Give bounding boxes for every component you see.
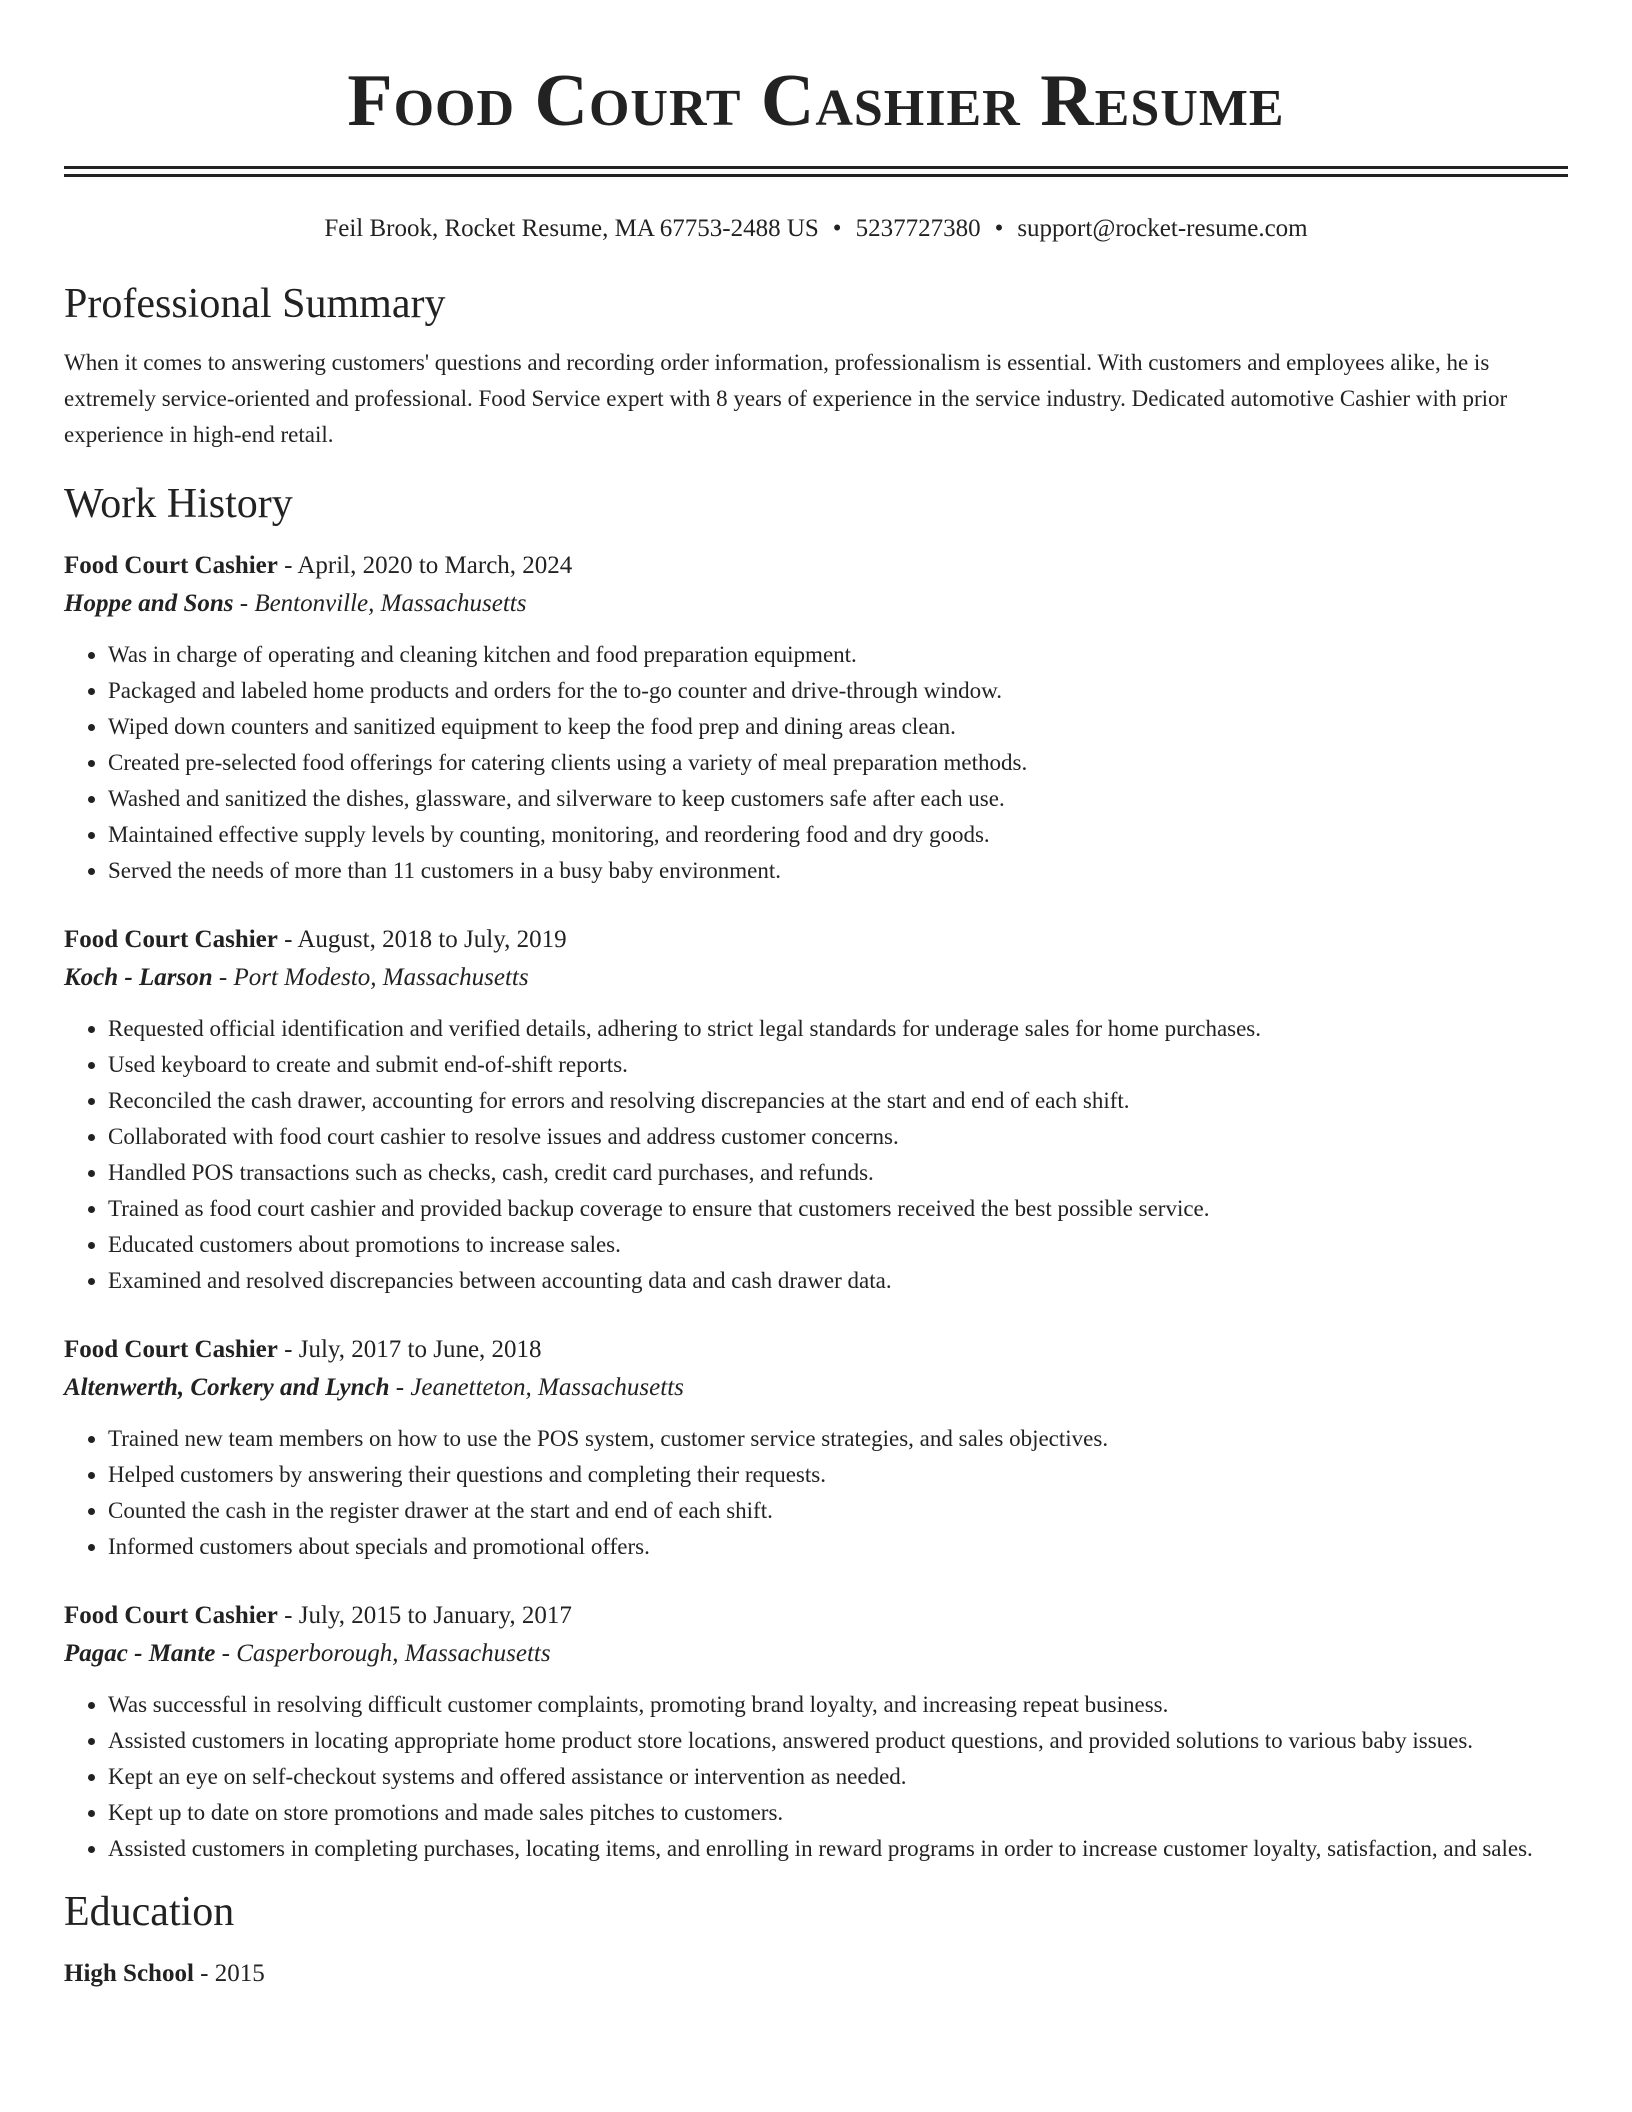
job-dash: - <box>277 1336 299 1363</box>
job-bullet: • Packaged and labeled home products and orders for the to-go counter and drive-through window. <box>108 673 1568 709</box>
work-history-heading: Work History <box>64 481 293 527</box>
job-dates: August, 2018 to July, 2019 <box>297 926 567 953</box>
job-bullet: • Wiped down counters and sanitized equipment to keep the food prep and dining areas clean. <box>108 709 1568 745</box>
job-location: Port Modesto, Massachusetts <box>233 964 529 991</box>
work-history-list <box>64 547 1568 1867</box>
contact-separator: • <box>832 215 842 242</box>
job-company-line <box>64 959 1568 997</box>
title-double-rule <box>64 166 1568 177</box>
job-company: Koch - Larson <box>64 964 213 991</box>
job-bullet: • Reconciled the cash drawer, accounting for errors and resolving discrepancies at the start and end of each shift. <box>108 1083 1568 1119</box>
job-bullet: • Informed customers about specials and promotional offers. <box>108 1529 1568 1565</box>
job-title: Food Court Cashier <box>64 926 278 953</box>
job-bullet: • Was in charge of operating and cleaning kitchen and food preparation equipment. <box>108 637 1568 673</box>
job-bullets <box>64 1011 1568 1299</box>
job-title-line <box>64 1331 1568 1369</box>
education-line <box>64 1955 1568 1993</box>
resume-title: Food Court Cashier Resume <box>347 60 1285 142</box>
job-dash: - <box>215 1640 237 1667</box>
job-company-line <box>64 1369 1568 1407</box>
job-bullet: • Trained as food court cashier and provided backup coverage to ensure that customers received the best possible service. <box>108 1191 1568 1227</box>
job-dash: - <box>277 926 298 953</box>
summary-text: When it comes to answering customers' questions and recording order information, professionalism is essential. With customers and employees alike, he is extremely service-oriented and professional. Food Service expert with 8 years of experience in the service industry. Dedicated automotive Cashier with prior experience in high-end retail. <box>64 350 1508 447</box>
job-bullets <box>64 1687 1568 1867</box>
job-company: Altenwerth, Corkery and Lynch <box>64 1374 390 1401</box>
job-bullet: • Collaborated with food court cashier to resolve issues and address customer concerns. <box>108 1119 1568 1155</box>
job-dash: - <box>233 590 255 617</box>
summary-heading: Professional Summary <box>64 281 446 327</box>
job-title-line <box>64 1597 1568 1635</box>
job-bullets <box>64 1421 1568 1565</box>
job-bullet: • Served the needs of more than 11 customers in a busy baby environment. <box>108 853 1568 889</box>
job-location: Bentonville, Massachusetts <box>254 590 527 617</box>
job-bullet: • Kept up to date on store promotions and made sales pitches to customers. <box>108 1795 1568 1831</box>
job-title: Food Court Cashier <box>64 1602 278 1629</box>
job-bullet: • Maintained effective supply levels by counting, monitoring, and reordering food and dry goods. <box>108 817 1568 853</box>
job-dates: April, 2020 to March, 2024 <box>297 552 573 579</box>
job-title-line <box>64 921 1568 959</box>
job-dash: - <box>277 552 298 579</box>
job-bullet: • Requested official identification and verified details, adhering to strict legal standards for underage sales for home purchases. <box>108 1011 1568 1047</box>
job-title: Food Court Cashier <box>64 1336 278 1363</box>
job-bullet: • Used keyboard to create and submit end-of-shift reports. <box>108 1047 1568 1083</box>
job-entry <box>64 1597 1568 1867</box>
job-entry <box>64 1331 1568 1565</box>
contact-address: Feil Brook, Rocket Resume, MA 67753-2488 US <box>324 215 819 242</box>
job-title-line <box>64 547 1568 585</box>
job-entry <box>64 547 1568 889</box>
job-bullet: • Examined and resolved discrepancies between accounting data and cash drawer data. <box>108 1263 1568 1299</box>
job-bullet: • Helped customers by answering their questions and completing their requests. <box>108 1457 1568 1493</box>
contact-separator: • <box>994 215 1004 242</box>
education-heading: Education <box>64 1889 235 1935</box>
job-location: Casperborough, Massachusetts <box>236 1640 551 1667</box>
job-bullet: • Washed and sanitized the dishes, glassware, and silverware to keep customers safe after each use. <box>108 781 1568 817</box>
job-bullet: • Trained new team members on how to use the POS system, customer service strategies, and sales objectives. <box>108 1421 1568 1457</box>
job-bullet: • Kept an eye on self-checkout systems and offered assistance or intervention as needed. <box>108 1759 1568 1795</box>
job-bullet: • Counted the cash in the register drawer at the start and end of each shift. <box>108 1493 1568 1529</box>
job-bullet: • Assisted customers in completing purchases, locating items, and enrolling in reward programs in order to increase customer loyalty, satisfaction, and sales. <box>108 1831 1568 1867</box>
job-dash: - <box>277 1602 299 1629</box>
contact-phone: 5237727380 <box>855 215 981 242</box>
job-company: Pagac - Mante <box>64 1640 216 1667</box>
job-title: Food Court Cashier <box>64 552 278 579</box>
job-bullet: • Created pre-selected food offerings for catering clients using a variety of meal preparation methods. <box>108 745 1568 781</box>
job-location: Jeanetteton, Massachusetts <box>410 1374 684 1401</box>
job-dash: - <box>212 964 234 991</box>
education-year: 2015 <box>214 1960 265 1987</box>
job-bullet: • Handled POS transactions such as checks, cash, credit card purchases, and refunds. <box>108 1155 1568 1191</box>
job-dash: - <box>389 1374 411 1401</box>
job-dates: July, 2017 to June, 2018 <box>298 1336 542 1363</box>
job-bullets <box>64 637 1568 889</box>
education-degree: High School <box>64 1960 194 1987</box>
contact-email: support@rocket-resume.com <box>1017 215 1308 242</box>
job-bullet: • Was successful in resolving difficult customer complaints, promoting brand loyalty, and increasing repeat business. <box>108 1687 1568 1723</box>
contact-line <box>64 213 1568 245</box>
education-dash: - <box>193 1960 215 1987</box>
job-bullet: • Assisted customers in locating appropriate home product store locations, answered product questions, and provided solutions to various baby issues. <box>108 1723 1568 1759</box>
job-dates: July, 2015 to January, 2017 <box>298 1602 572 1629</box>
job-company: Hoppe and Sons <box>64 590 234 617</box>
job-entry <box>64 921 1568 1299</box>
job-company-line <box>64 1635 1568 1673</box>
job-company-line <box>64 585 1568 623</box>
job-bullet: • Educated customers about promotions to increase sales. <box>108 1227 1568 1263</box>
